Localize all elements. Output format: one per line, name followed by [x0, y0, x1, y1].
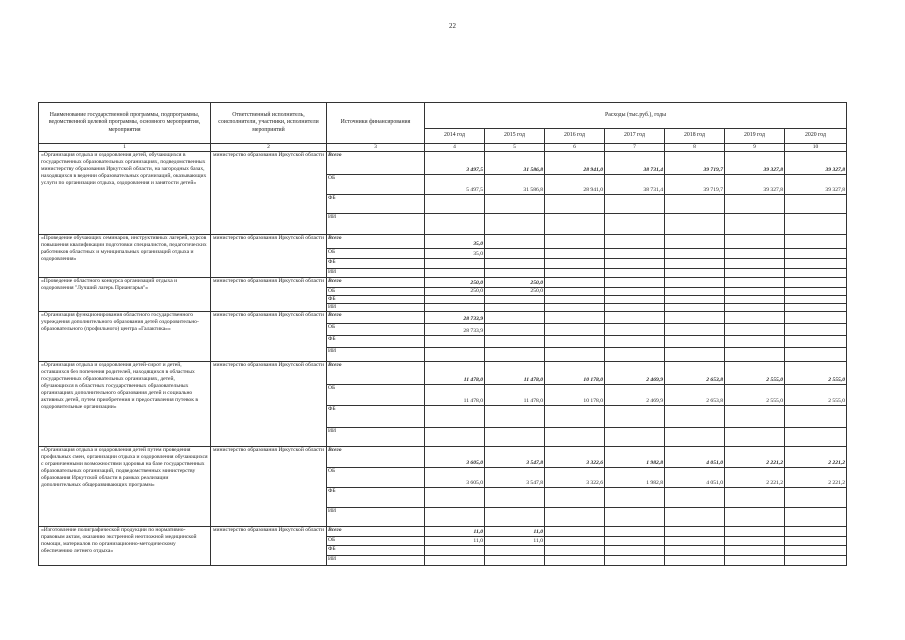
expense-value	[545, 213, 605, 234]
expense-value: 39 327,8	[785, 174, 847, 194]
expense-value: 2 221,2	[725, 467, 785, 487]
expense-value	[785, 194, 847, 213]
expense-value	[605, 405, 665, 427]
expense-value: 2 555,0	[785, 361, 847, 384]
expense-value: 250,0	[485, 277, 545, 287]
expense-value	[485, 213, 545, 234]
funding-source: ОБ	[327, 248, 425, 258]
expense-value: 250,0	[425, 287, 485, 295]
expense-value	[605, 234, 665, 248]
expense-value	[545, 347, 605, 361]
column-number: 10	[785, 144, 847, 152]
expense-value	[545, 507, 605, 526]
expense-value: 28 941,0	[545, 151, 605, 174]
expense-value	[545, 268, 605, 277]
activity-executor: министерство образования Иркутской области	[211, 446, 327, 526]
funding-source: Всего	[327, 234, 425, 248]
header-year: 2017 год	[605, 129, 665, 144]
expense-value	[605, 526, 665, 536]
expense-value: 1 982,8	[605, 467, 665, 487]
expense-value	[785, 536, 847, 545]
expense-value	[545, 405, 605, 427]
expense-value: 11,0	[425, 536, 485, 545]
expense-value	[725, 234, 785, 248]
expense-value	[425, 507, 485, 526]
expense-value: 39 327,8	[725, 151, 785, 174]
header-funding-source: Источники финансирования	[327, 103, 425, 144]
expense-value: 2 555,0	[785, 384, 847, 405]
expense-value	[425, 347, 485, 361]
expense-value	[485, 405, 545, 427]
funding-source: ФБ	[327, 335, 425, 347]
expense-value	[425, 427, 485, 446]
expense-value	[725, 277, 785, 287]
expense-value: 31 586,8	[485, 151, 545, 174]
expense-value: 11,0	[485, 526, 545, 536]
expense-value	[725, 347, 785, 361]
expense-value	[725, 268, 785, 277]
expense-value	[725, 287, 785, 295]
expense-value	[665, 536, 725, 545]
table-row	[39, 526, 847, 536]
expense-value: 11 478,0	[485, 361, 545, 384]
column-number: 9	[725, 144, 785, 152]
expense-value	[545, 303, 605, 311]
expense-value	[665, 295, 725, 303]
expense-value	[665, 277, 725, 287]
expense-value	[485, 303, 545, 311]
expense-value	[485, 295, 545, 303]
expense-value	[785, 405, 847, 427]
expense-value	[425, 268, 485, 277]
expense-value	[425, 194, 485, 213]
funding-source: ИИ	[327, 347, 425, 361]
expense-value	[485, 323, 545, 335]
table-row	[39, 361, 847, 384]
expense-value	[605, 427, 665, 446]
expense-value	[485, 248, 545, 258]
column-number: 8	[665, 144, 725, 152]
expense-value	[545, 555, 605, 565]
expense-value	[785, 427, 847, 446]
expense-value	[725, 507, 785, 526]
expense-value: 2 221,2	[785, 467, 847, 487]
expense-value	[485, 268, 545, 277]
header-year: 2016 год	[545, 129, 605, 144]
expense-value: 35,0	[425, 234, 485, 248]
expense-value	[605, 347, 665, 361]
funding-source: ИИ	[327, 427, 425, 446]
expense-value	[605, 323, 665, 335]
activity-name: «Организация отдыха и оздоровления детей путем проведения профильных смен, организации отдыха и оздоровления обучающихся с ограниченными возможностями здоровья на базе государственных образовательных организаций, подведомственных министерству образования Иркутской области в рамках реализации дополнительных общеразвивающих программ»	[39, 446, 211, 526]
expense-value	[485, 335, 545, 347]
expense-value	[485, 555, 545, 565]
expense-value	[605, 268, 665, 277]
expense-value: 1 982,8	[605, 446, 665, 467]
expense-value	[545, 311, 605, 323]
expense-value	[605, 536, 665, 545]
expense-value	[605, 487, 665, 507]
funding-source: ОБ	[327, 174, 425, 194]
table-row	[39, 277, 847, 287]
expense-value	[665, 335, 725, 347]
expense-value: 250,0	[485, 287, 545, 295]
expense-value	[665, 427, 725, 446]
expense-value	[485, 311, 545, 323]
expense-value	[425, 303, 485, 311]
expense-value	[785, 277, 847, 287]
expense-value: 2 555,0	[725, 361, 785, 384]
expense-value: 11 478,0	[485, 384, 545, 405]
expense-value	[785, 311, 847, 323]
expense-value	[545, 287, 605, 295]
header-year: 2014 год	[425, 129, 485, 144]
expense-value	[545, 545, 605, 555]
expense-value	[785, 487, 847, 507]
expense-value	[485, 487, 545, 507]
expense-value	[725, 311, 785, 323]
expense-value	[425, 555, 485, 565]
expense-value	[545, 248, 605, 258]
expense-value	[425, 545, 485, 555]
funding-source: ИИ	[327, 555, 425, 565]
funding-source: ИИ	[327, 268, 425, 277]
header-year: 2018 год	[665, 129, 725, 144]
expense-value	[485, 347, 545, 361]
expense-value	[785, 287, 847, 295]
expense-value: 2 469,9	[605, 384, 665, 405]
expense-value	[605, 311, 665, 323]
expense-value: 3 497,5	[425, 151, 485, 174]
funding-source: Всего	[327, 311, 425, 323]
expense-value	[785, 526, 847, 536]
expense-value: 3 605,0	[425, 446, 485, 467]
activity-name: «Проведение областного конкурса организаций отдыха и оздоровления "Лучший лагерь Приангарья"»	[39, 277, 211, 311]
expense-value: 3 322,6	[545, 446, 605, 467]
expense-value: 38 731,4	[605, 151, 665, 174]
expense-value	[785, 323, 847, 335]
activity-executor: министерство образования Иркутской области	[211, 234, 327, 277]
expense-value	[665, 405, 725, 427]
expense-value: 28 733,9	[425, 323, 485, 335]
expense-value	[665, 545, 725, 555]
expense-value: 5 497,5	[425, 174, 485, 194]
expense-value: 2 653,8	[665, 361, 725, 384]
expense-value	[545, 536, 605, 545]
expense-value	[725, 295, 785, 303]
expense-value	[425, 213, 485, 234]
expense-value	[545, 427, 605, 446]
expense-value: 31 586,8	[485, 174, 545, 194]
expense-value	[665, 248, 725, 258]
funding-source: ОБ	[327, 287, 425, 295]
expense-value	[785, 234, 847, 248]
expense-value	[785, 347, 847, 361]
expense-value	[725, 258, 785, 268]
expense-value	[665, 287, 725, 295]
header-year: 2020 год	[785, 129, 847, 144]
expense-value	[785, 545, 847, 555]
expense-value	[545, 487, 605, 507]
expense-value	[725, 487, 785, 507]
expense-value: 2 555,0	[725, 384, 785, 405]
expense-value	[725, 213, 785, 234]
expense-value	[605, 213, 665, 234]
expense-value: 28 941,0	[545, 174, 605, 194]
expense-value	[785, 295, 847, 303]
expense-value: 39 719,7	[665, 151, 725, 174]
expense-value: 2 469,9	[605, 361, 665, 384]
expense-value	[665, 347, 725, 361]
expense-value	[725, 248, 785, 258]
expense-value	[605, 287, 665, 295]
funding-source: ФБ	[327, 295, 425, 303]
expense-value	[725, 545, 785, 555]
activity-executor: министерство образования Иркутской области	[211, 361, 327, 446]
expense-value	[485, 234, 545, 248]
expense-value: 2 653,8	[665, 384, 725, 405]
expense-value	[545, 277, 605, 287]
expense-value: 38 731,4	[605, 174, 665, 194]
expense-value: 10 178,0	[545, 361, 605, 384]
expense-value	[605, 303, 665, 311]
expense-value	[425, 335, 485, 347]
expense-value: 11,0	[425, 526, 485, 536]
expense-value	[785, 335, 847, 347]
expense-value	[725, 555, 785, 565]
funding-source: ИИ	[327, 507, 425, 526]
funding-source: ФБ	[327, 545, 425, 555]
expense-value	[785, 213, 847, 234]
expense-value	[545, 258, 605, 268]
expense-value	[485, 427, 545, 446]
expense-value: 3 547,8	[485, 446, 545, 467]
column-number: 3	[327, 144, 425, 152]
expense-value	[485, 545, 545, 555]
expenses-table	[38, 102, 847, 566]
activity-executor: министерство образования Иркутской области	[211, 526, 327, 565]
expense-value	[665, 194, 725, 213]
expense-value	[785, 258, 847, 268]
expense-value	[725, 335, 785, 347]
expense-value	[785, 555, 847, 565]
activity-name: «Организация функционирования областного государственного учреждения дополнительного образования детей оздоровительно-образовательного (профильного) центра «Галактика»»	[39, 311, 211, 361]
funding-source: Всего	[327, 361, 425, 384]
expense-value	[605, 194, 665, 213]
page-number: 22	[449, 22, 456, 30]
funding-source: ФБ	[327, 258, 425, 268]
header-year: 2015 год	[485, 129, 545, 144]
column-number: 4	[425, 144, 485, 152]
funding-source: ФБ	[327, 487, 425, 507]
expense-value	[425, 295, 485, 303]
funding-source: Всего	[327, 277, 425, 287]
expense-value	[605, 507, 665, 526]
expense-value	[725, 323, 785, 335]
funding-source: ИИ	[327, 303, 425, 311]
header-executor: Ответственный исполнитель, соисполнители, участники, исполнители мероприятий	[211, 103, 327, 144]
expense-value	[725, 526, 785, 536]
expense-value	[605, 545, 665, 555]
header-program-name: Наименование государственной программы, подпрограммы, ведомственной целевой программы, основного мероприятия, мероприятия	[39, 103, 211, 144]
expense-value	[545, 335, 605, 347]
expense-value	[545, 526, 605, 536]
expense-value	[725, 427, 785, 446]
expense-value	[785, 248, 847, 258]
activity-name: «Организация отдыха и оздоровления детей, обучающихся в государственных образовательных организациях, подведомственных министерству образования Иркутской области, на загородных базах, находящихся в ведении образовательных организаций, оказывающих услуги по организации отдыха, оздоровления и занятости детей»	[39, 151, 211, 234]
expense-value	[485, 258, 545, 268]
activity-executor: министерство образования Иркутской области	[211, 311, 327, 361]
expense-value	[665, 268, 725, 277]
column-number: 6	[545, 144, 605, 152]
expense-value	[725, 536, 785, 545]
expense-value	[665, 303, 725, 311]
activity-name: «Проведение обучающих семинаров, инструктивных лагерей, курсов повышения квалификации подготовки специалистов, педагогических работников областных и муниципальных организаций отдыха и оздоровления»	[39, 234, 211, 277]
expense-value	[605, 248, 665, 258]
expense-value	[665, 258, 725, 268]
header-expenses: Расходы (тыс.руб.), годы	[425, 103, 847, 129]
expense-value	[605, 295, 665, 303]
activity-executor: министерство образования Иркутской области	[211, 151, 327, 234]
expense-value	[425, 487, 485, 507]
expense-value	[485, 507, 545, 526]
expense-value	[665, 234, 725, 248]
expense-value	[545, 295, 605, 303]
expense-value	[665, 323, 725, 335]
expense-value	[785, 303, 847, 311]
expense-value	[665, 213, 725, 234]
expense-value	[545, 234, 605, 248]
funding-source: ФБ	[327, 405, 425, 427]
funding-source: ОБ	[327, 323, 425, 335]
expense-value	[605, 258, 665, 268]
expense-value: 39 719,7	[665, 174, 725, 194]
expense-value	[425, 405, 485, 427]
expense-value: 11 478,0	[425, 384, 485, 405]
table-row	[39, 151, 847, 174]
expense-value: 35,0	[425, 248, 485, 258]
expense-value: 3 322,6	[545, 467, 605, 487]
expense-value: 2 221,2	[785, 446, 847, 467]
expense-value: 250,0	[425, 277, 485, 287]
funding-source: Всего	[327, 446, 425, 467]
activity-name: «Организация отдыха и оздоровления детей-сирот и детей, оставшихся без попечения родителей, находящихся в областных государственных образовательных организациях, детей, обучающихся в областных государственных образовательных организациях дополнительного образования детей и социально активных детей, путем приобретения и предоставления путевок в оздоровительные организации»	[39, 361, 211, 446]
expense-value	[725, 303, 785, 311]
expense-value: 2 221,2	[725, 446, 785, 467]
expense-value	[665, 311, 725, 323]
table-row	[39, 234, 847, 248]
expense-value: 11,0	[485, 536, 545, 545]
expense-value: 28 733,9	[425, 311, 485, 323]
expense-value: 11 478,0	[425, 361, 485, 384]
column-number: 7	[605, 144, 665, 152]
table-row	[39, 446, 847, 467]
expense-value	[545, 323, 605, 335]
expense-value	[605, 277, 665, 287]
expense-value: 3 605,0	[425, 467, 485, 487]
expense-value	[485, 194, 545, 213]
column-number: 5	[485, 144, 545, 152]
expense-value	[785, 507, 847, 526]
column-number: 1	[39, 144, 211, 152]
expense-value: 4 051,0	[665, 446, 725, 467]
funding-source: ОБ	[327, 384, 425, 405]
expense-value	[545, 194, 605, 213]
activity-executor: министерство образования Иркутской области	[211, 277, 327, 311]
funding-source: Всего	[327, 151, 425, 174]
expense-value: 39 327,8	[785, 151, 847, 174]
expense-value	[665, 555, 725, 565]
funding-source: ОБ	[327, 536, 425, 545]
funding-source: ФБ	[327, 194, 425, 213]
activity-name: «Изготовление полиграфической продукции по нормативно-правовым актам, оказанию экстренной неотложной медицинской помощи, материалов по организационно-методическому обеспечению летнего отдыха»	[39, 526, 211, 565]
expense-value	[605, 555, 665, 565]
expense-value	[665, 487, 725, 507]
column-number: 2	[211, 144, 327, 152]
expense-value	[665, 526, 725, 536]
expense-value: 10 178,0	[545, 384, 605, 405]
expense-value	[665, 507, 725, 526]
table-row	[39, 311, 847, 323]
expense-value: 4 051,0	[665, 467, 725, 487]
expense-value	[785, 268, 847, 277]
expense-value	[725, 405, 785, 427]
expense-value: 39 327,8	[725, 174, 785, 194]
expense-value	[725, 194, 785, 213]
funding-source: ОБ	[327, 467, 425, 487]
expense-value: 3 547,8	[485, 467, 545, 487]
funding-source: Всего	[327, 526, 425, 536]
expense-value	[605, 335, 665, 347]
expense-value	[425, 258, 485, 268]
funding-source: ИИ	[327, 213, 425, 234]
header-year: 2019 год	[725, 129, 785, 144]
